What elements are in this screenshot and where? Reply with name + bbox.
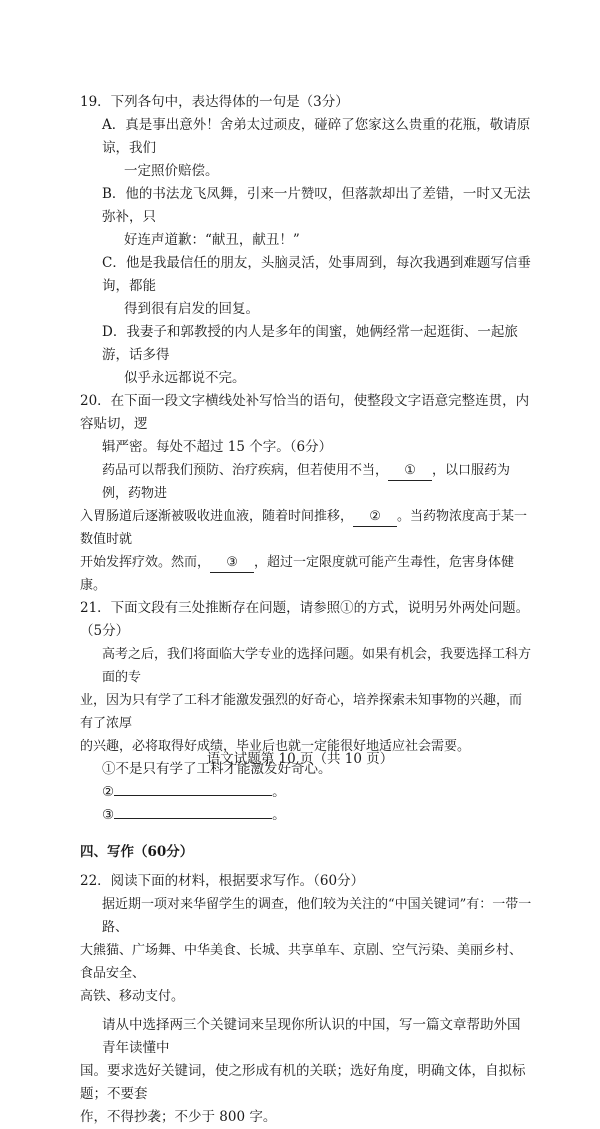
q22-requirement-line-1: 请从中选择两三个关键词来呈现你所认识的中国，写一篇文章帮助外国青年读懂中 [102, 1017, 521, 1056]
q20-text: ，超过一定限度就可能产生毒性，危害身体健康。 [80, 555, 515, 593]
q20-text: 药品可以帮我们预防、治疗疾病，但若使用不当， [102, 463, 389, 478]
q21-answer-1: ①不是只有学了工科才能激发好奇心。 [102, 761, 332, 777]
q22-material-line-3: 高铁、移动支付。 [80, 989, 185, 1004]
q20-stem-cont: 辑严密。每处不超过 15 个字。（6分） [102, 439, 333, 455]
q19-option-d-cont: 似乎永远都说不完。 [124, 370, 246, 386]
q20-text: ，以口服药为例，药物进 [102, 463, 511, 501]
q21-passage-line-2: 业，因为只有学了工科才能激发强烈的好奇心，培养探索未知事物的兴趣，而有了浓厚 [80, 693, 523, 731]
q20-passage-line-1 [80, 459, 532, 505]
q21-answer-2-blank[interactable] [114, 781, 272, 796]
q20-blank-2: ② [353, 508, 397, 527]
q20-blank-1: ① [388, 462, 432, 481]
page-footer: 语文试题第 10 页（共 10 页） [206, 751, 394, 767]
q21-period: 。 [272, 784, 286, 800]
q21-answer-3-blank[interactable] [114, 804, 272, 819]
exam-content [80, 91, 532, 1129]
q19-stem: 19．下列各句中，表达得体的一句是（3分） [80, 94, 349, 110]
q21-marker-3: ③ [102, 807, 115, 823]
q19-option-b: B．他的书法龙飞凤舞，引来一片赞叹，但落款却出了差错，一时又无法弥补，只 [102, 186, 531, 225]
q21-passage-line-1: 高考之后，我们将面临大学专业的选择问题。如果有机会，我要选择工科方面的专 [102, 647, 532, 685]
question-20 [80, 390, 532, 597]
q21-period: 。 [272, 807, 286, 823]
q22-material-line-1: 据近期一项对来华留学生的调查，他们较为关注的“中国关键词”有：一带一路、 [102, 897, 532, 935]
q21-stem: 21．下面文段有三处推断存在问题，请参照①的方式，说明另外两处问题。（5分） [80, 600, 530, 639]
question-22 [80, 870, 532, 1129]
question-21 [80, 597, 532, 827]
q19-option-a-cont: 一定照价赔偿。 [124, 163, 219, 179]
q20-passage-line-3 [80, 551, 532, 597]
q21-marker-2: ② [102, 784, 115, 800]
q20-passage-line-2 [80, 505, 532, 551]
section-4-heading: 四、写作（60分） [80, 844, 194, 860]
q22-stem: 22．阅读下面的材料，根据要求写作。（60分） [80, 873, 365, 889]
q21-answer-2-line [80, 781, 532, 804]
question-19 [80, 91, 532, 390]
q20-text: 入胃肠道后逐渐被吸收进血液，随着时间推移， [80, 509, 354, 524]
q21-passage-line-3: 的兴趣，必将取得好成绩，毕业后也就一定能很好地适应社会需要。 [80, 739, 471, 754]
q19-option-a: A．真是事出意外！舍弟太过顽皮，碰碎了您家这么贵重的花瓶，敬请原谅，我们 [102, 117, 531, 156]
q20-text: 。当药物浓度高于某一数值时就 [80, 509, 528, 547]
q19-option-b-cont: 好连声道歉：“献丑，献丑！” [124, 232, 300, 248]
q20-stem: 20．在下面一段文字横线处补写恰当的语句，使整段文字语意完整连贯，内容贴切，逻 [80, 393, 530, 432]
q22-material-line-2: 大熊猫、广场舞、中华美食、长城、共享单车、京剧、空气污染、美丽乡村、食品安全、 [80, 943, 523, 981]
q21-answer-3-line [80, 804, 532, 827]
q22-requirement-line-2: 国。要求选好关键词，使之形成有机的关联；选好角度，明确文体，自拟标题；不要套 [80, 1063, 526, 1102]
q20-blank-3: ③ [210, 554, 254, 573]
q20-text: 开始发挥疗效。然而， [80, 555, 211, 570]
q19-option-d: D．我妻子和郭教授的内人是多年的闺蜜，她俩经常一起逛街、一起旅游，话多得 [102, 324, 518, 363]
q22-requirement-line-3: 作，不得抄袭；不少于 800 字。 [80, 1109, 277, 1125]
q19-option-c-cont: 得到很有启发的回复。 [124, 301, 259, 317]
q19-option-c: C．他是我最信任的朋友，头脑灵活，处事周到，每次我遇到难题写信垂询，都能 [102, 255, 531, 294]
